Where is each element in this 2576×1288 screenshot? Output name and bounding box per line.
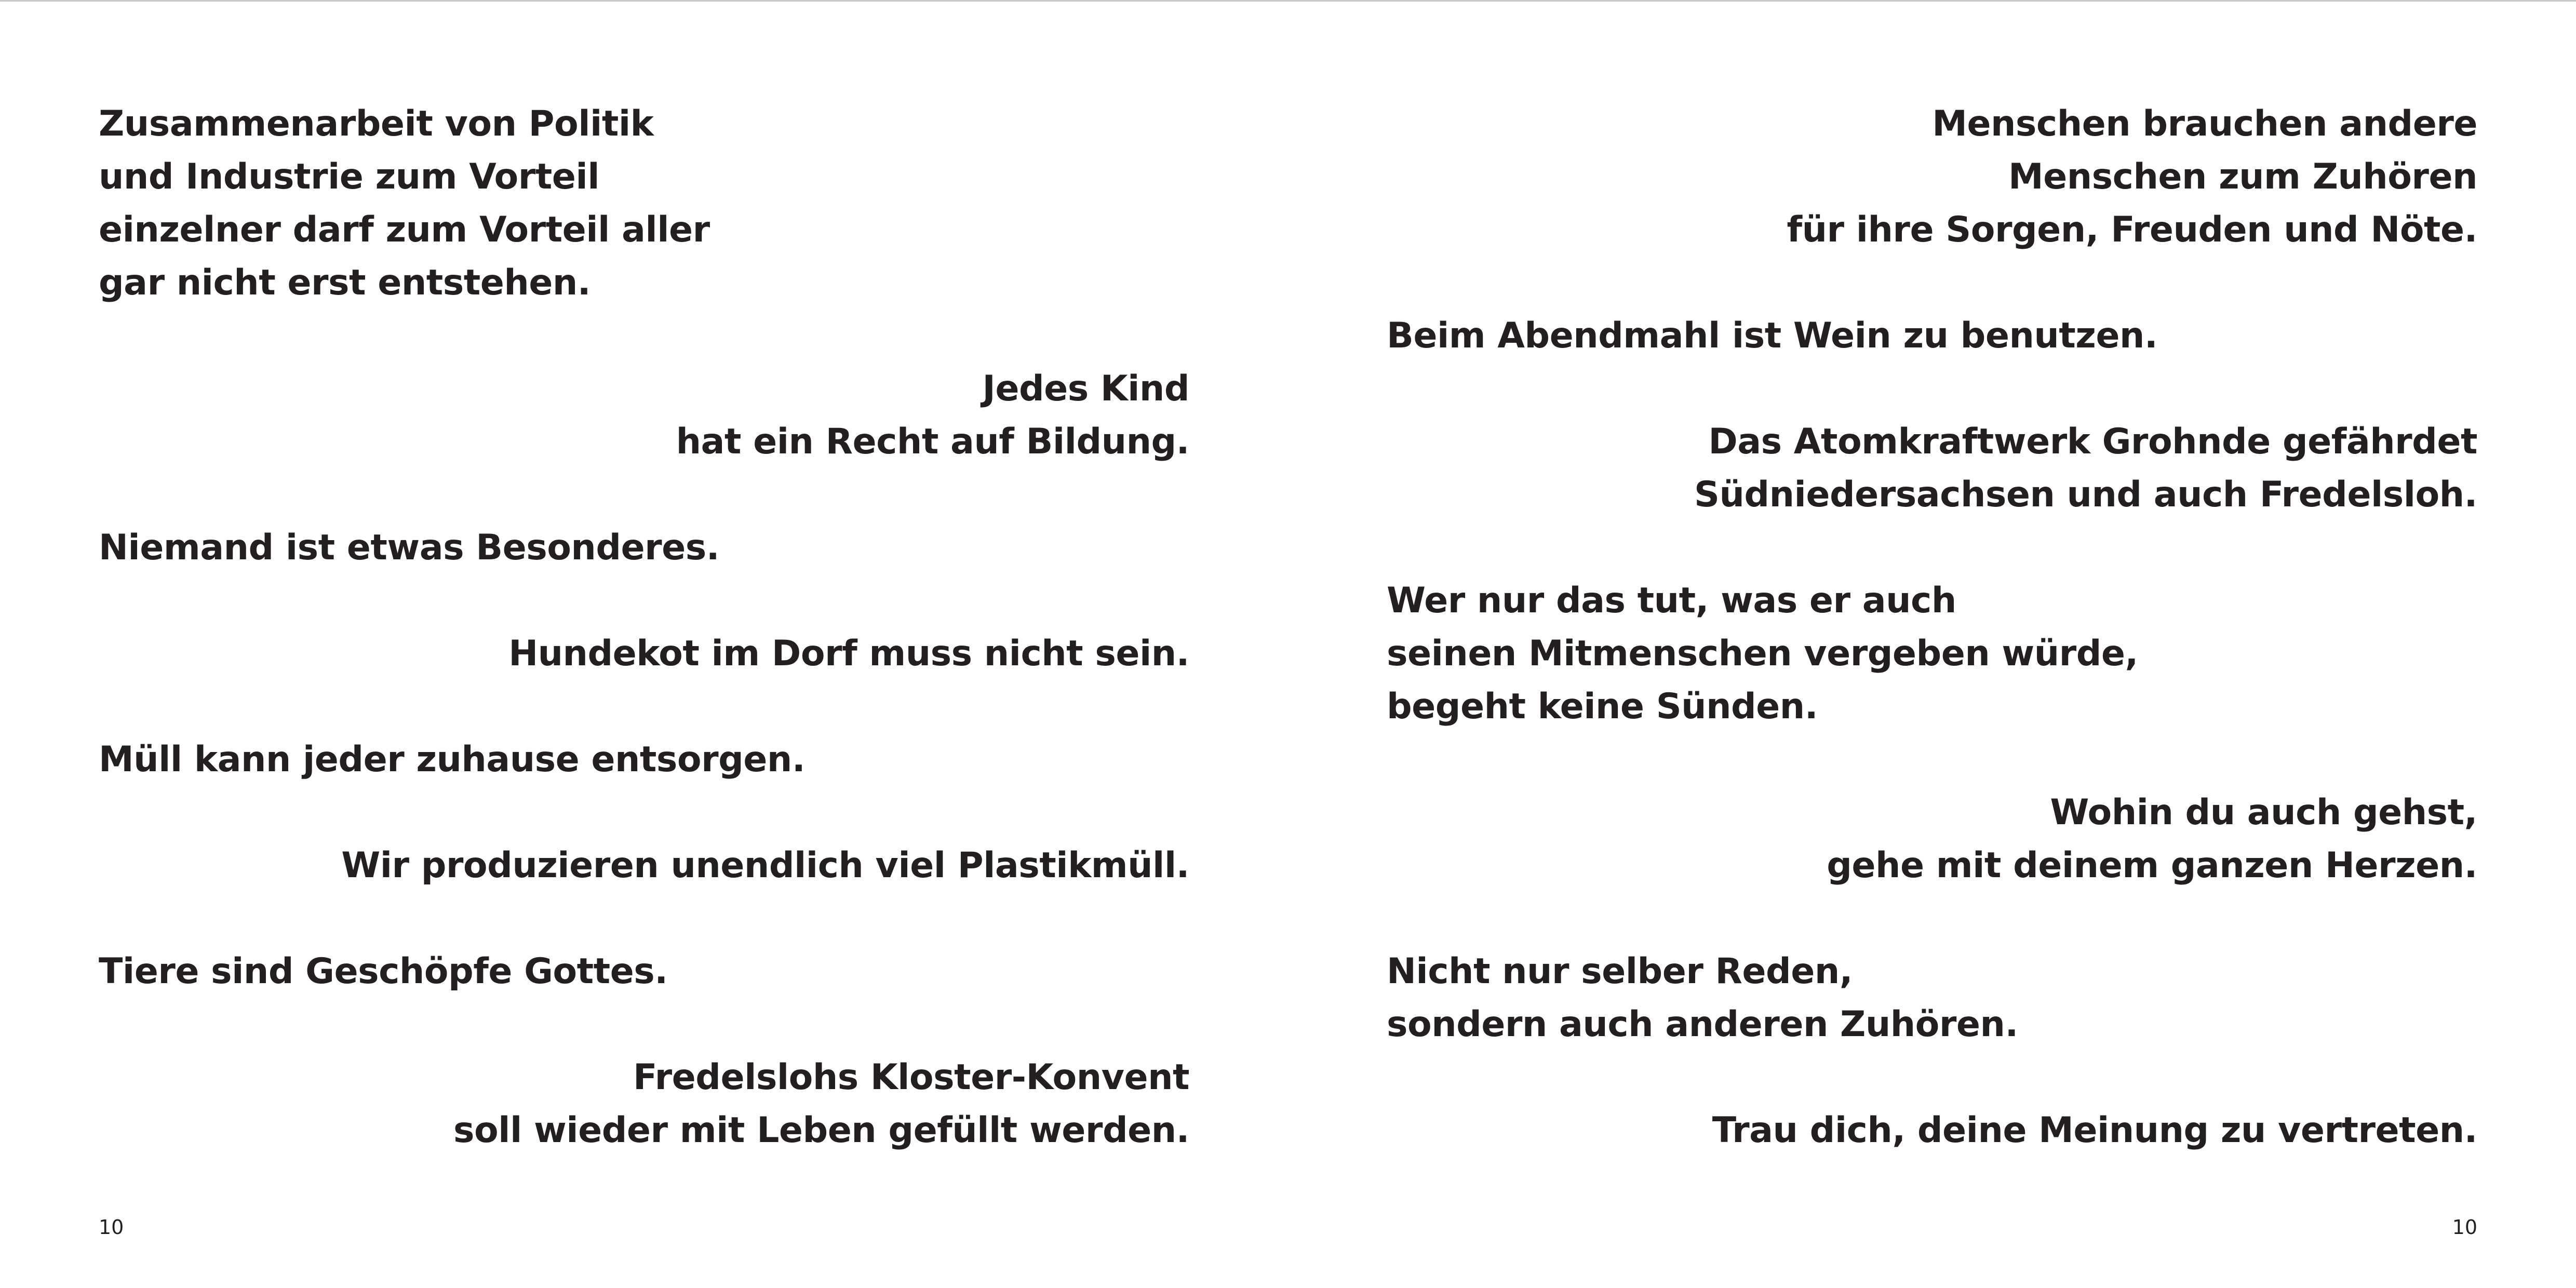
statement-line: seinen Mitmenschen vergeben würde, (1387, 633, 2138, 674)
statement-line: Tiere sind Geschöpfe Gottes. (99, 951, 668, 992)
statement-line: Wohin du auch gehst, (2050, 792, 2477, 833)
statement-line: Trau dich, deine Meinung zu vertreten. (1712, 1110, 2477, 1151)
statement-abendmahl (1387, 310, 2157, 363)
statement-line: Menschen brauchen andere (1932, 103, 2477, 144)
statement-muell (99, 733, 805, 786)
statement-line: Niemand ist etwas Besonderes. (99, 527, 720, 568)
statement-reden (1387, 945, 2018, 1051)
statement-line: Zusammenarbeit von Politik (99, 103, 654, 144)
statement-line: hat ein Recht auf Bildung. (676, 421, 1189, 462)
statement-hundekot (508, 627, 1189, 680)
statement-meinung (1712, 1104, 2477, 1157)
left-page (0, 2, 1288, 1288)
right-page (1288, 2, 2576, 1288)
statement-tiere (99, 945, 668, 998)
statement-line: gehe mit deinem ganzen Herzen. (1827, 845, 2477, 886)
statement-line: Wir produzieren unendlich viel Plastikmüll. (341, 845, 1189, 886)
page-number: 10 (99, 1216, 124, 1239)
statement-line: Fredelslohs Kloster-Konvent (633, 1057, 1189, 1098)
statement-zuhoeren (1787, 98, 2478, 257)
statement-niemand (99, 521, 719, 574)
statement-line: Wer nur das tut, was er auch (1387, 580, 1956, 621)
statement-line: sondern auch anderen Zuhören. (1387, 1004, 2018, 1045)
page-number: 10 (2452, 1216, 2477, 1239)
statement-line: Südniedersachsen und auch Fredelsloh. (1694, 474, 2477, 515)
statement-line: soll wieder mit Leben gefüllt werden. (453, 1110, 1189, 1151)
statement-line: Das Atomkraftwerk Grohnde gefährdet (1708, 421, 2477, 462)
statement-line: Hundekot im Dorf muss nicht sein. (508, 633, 1189, 674)
statement-line: und Industrie zum Vorteil (99, 156, 600, 197)
statement-line: für ihre Sorgen, Freuden und Nöte. (1787, 209, 2477, 250)
statement-politik (99, 98, 710, 310)
statement-line: einzelner darf zum Vorteil aller (99, 209, 710, 250)
statement-line: Nicht nur selber Reden, (1387, 951, 1853, 992)
statement-bildung (676, 363, 1189, 468)
statement-kloster (453, 1051, 1189, 1157)
statement-suenden (1387, 574, 2138, 733)
statement-line: begeht keine Sünden. (1387, 686, 1818, 727)
statement-herzen (1827, 786, 2477, 892)
statement-line: Beim Abendmahl ist Wein zu benutzen. (1387, 315, 2158, 356)
statement-line: Jedes Kind (982, 368, 1189, 409)
statement-plastikmuell (341, 839, 1189, 892)
statement-atomkraftwerk (1694, 415, 2477, 521)
statement-line: Müll kann jeder zuhause entsorgen. (99, 739, 806, 780)
statement-line: Menschen zum Zuhören (2008, 156, 2477, 197)
statement-line: gar nicht erst entstehen. (99, 262, 591, 303)
